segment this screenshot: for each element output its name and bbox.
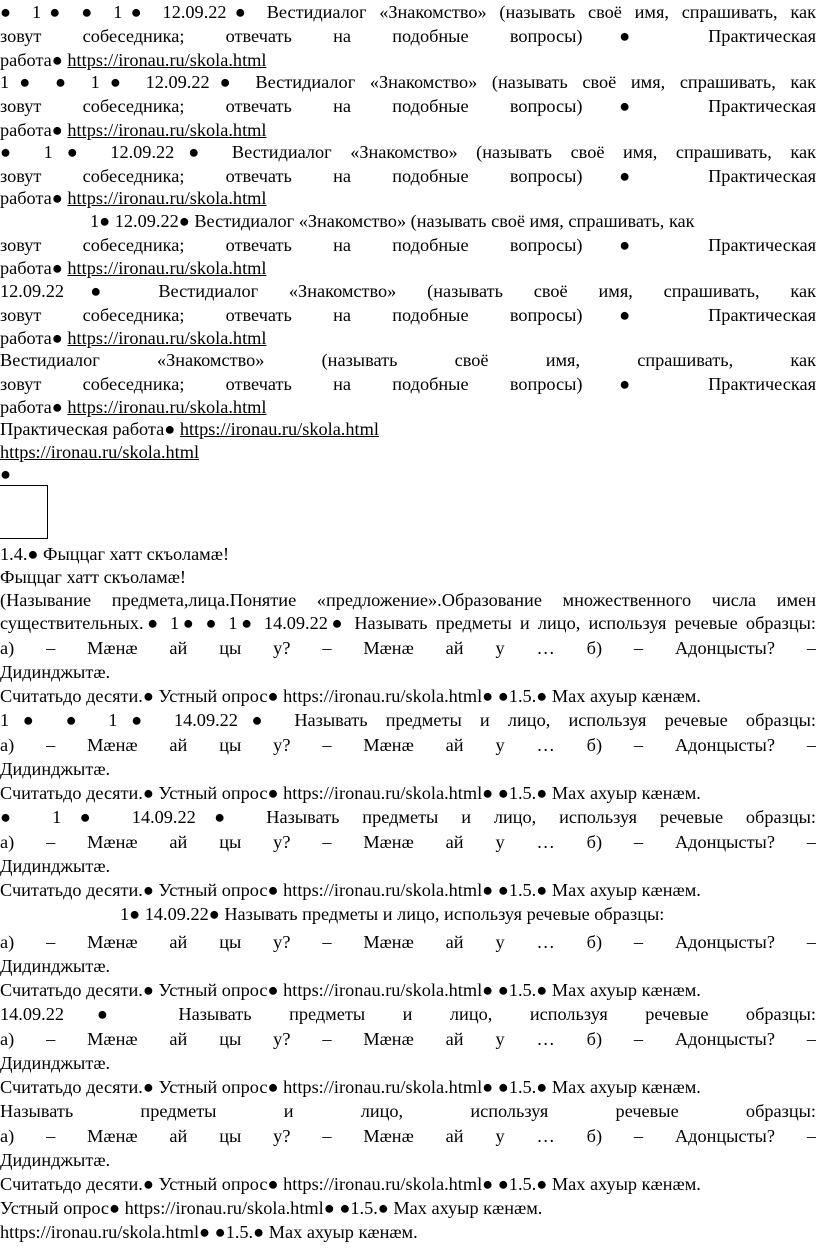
text-line: ● 1● 12.09.22● Вестидиалог «Знакомство» (называть своё имя, спрашивать, как (0, 142, 816, 162)
text-line: (Называние предмета,лица.Понятие «предложение».Образование множественного числа имен (0, 590, 816, 610)
text-line: зовут собеседника; отвечать на подобные вопросы)● Практическая (0, 26, 816, 46)
text-line: 1● 12.09.22● Вестидиалог «Знакомство» (называть своё имя, спрашивать, как (90, 211, 695, 231)
text-line: зовут собеседника; отвечать на подобные вопросы)● Практическая (0, 166, 816, 186)
text-line: а) – Мæнæ ай цы у? – Мæнæ ай у … б) – Адонцысты? – (0, 1126, 816, 1146)
lesson-heading: 1.4.● Фыццаг хатт скъоламæ! (0, 544, 230, 564)
text-span: Практическая работа● (0, 419, 180, 439)
text-line: а) – Мæнæ ай цы у? – Мæнæ ай у … б) – Адонцысты? – (0, 1029, 816, 1049)
text-line (0, 48, 266, 72)
text-line: 14.09.22● Называть предметы и лицо, используя речевые образцы: (0, 1004, 816, 1024)
text-line: зовут собеседника; отвечать на подобные вопросы)● Практическая (0, 305, 816, 325)
text-span: работа● (0, 50, 68, 70)
text-line: 1● 14.09.22● Называть предметы и лицо, используя речевые образцы: (120, 904, 665, 924)
text-span: работа● (0, 328, 68, 348)
text-line: ● 1● 14.09.22● Называть предметы и лицо, используя речевые образцы: (0, 807, 816, 827)
skola-link[interactable]: https://ironau.ru/skola.html (67, 328, 267, 348)
skola-link[interactable]: https://ironau.ru/skola.html (179, 419, 379, 439)
text-line: зовут собеседника; отвечать на подобные вопросы)● Практическая (0, 235, 816, 255)
text-line (0, 256, 266, 280)
text-line: Вестидиалог «Знакомство» (называть своё имя, спрашивать, как (0, 350, 816, 370)
text-line (0, 440, 199, 464)
text-line: существительных.● 1● ● 1● 14.09.22● Называть предметы и лицо, используя речевые образцы: (0, 613, 816, 633)
skola-link[interactable]: https://ironau.ru/skola.html (67, 120, 267, 140)
text-line: а) – Мæнæ ай цы у? – Мæнæ ай у … б) – Адонцысты? – (0, 735, 816, 755)
text-line: Дидинджытæ. (0, 759, 111, 779)
text-line: Называть предметы и лицо, используя речевые образцы: (0, 1101, 816, 1121)
bullet: ● (0, 464, 12, 484)
text-line: Дидинджытæ. (0, 1053, 111, 1073)
text-line (0, 326, 266, 350)
text-line (0, 186, 266, 210)
text-line (0, 395, 266, 419)
text-span: работа● (0, 120, 68, 140)
text-line: Дидинджытæ. (0, 956, 111, 976)
text-line: Дидинджытæ. (0, 662, 111, 682)
text-line: Считатьдо десяти.● Устный опрос● https://ironau.ru/skola.html● ●1.5.● Мах ахуыр кæнæм. (0, 783, 701, 803)
text-line: Считатьдо десяти.● Устный опрос● https://ironau.ru/skola.html● ●1.5.● Мах ахуыр кæнæм. (0, 880, 701, 900)
text-line: ● 1● ● 1● 12.09.22● Вестидиалог «Знакомство» (называть своё имя, спрашивать, как (0, 2, 816, 22)
text-line: зовут собеседника; отвечать на подобные вопросы)● Практическая (0, 374, 816, 394)
text-line: а) – Мæнæ ай цы у? – Мæнæ ай у … б) – Адонцысты? – (0, 638, 816, 658)
text-line: Считатьдо десяти.● Устный опрос● https://ironau.ru/skola.html● ●1.5.● Мах ахуыр кæнæм. (0, 1174, 701, 1194)
text-line (0, 118, 266, 142)
text-line (0, 417, 379, 441)
text-line: Считатьдо десяти.● Устный опрос● https://ironau.ru/skola.html● ●1.5.● Мах ахуыр кæнæм. (0, 1077, 701, 1097)
text-line: зовут собеседника; отвечать на подобные вопросы)● Практическая (0, 96, 816, 116)
lesson-title: Фыццаг хатт скъоламæ! (0, 567, 186, 587)
skola-link[interactable]: https://ironau.ru/skola.html (67, 188, 267, 208)
text-span: работа● (0, 188, 68, 208)
text-line: 1● ● 1● 14.09.22● Называть предметы и лицо, используя речевые образцы: (0, 710, 816, 730)
text-line: Считатьдо десяти.● Устный опрос● https://ironau.ru/skola.html● ●1.5.● Мах ахуыр кæнæм. (0, 686, 701, 706)
text-line: https://ironau.ru/skola.html● ●1.5.● Мах ахуыр кæнæм. (0, 1222, 418, 1242)
skola-link[interactable]: https://ironau.ru/skola.html (67, 397, 267, 417)
text-line: Считатьдо десяти.● Устный опрос● https://ironau.ru/skola.html● ●1.5.● Мах ахуыр кæнæм. (0, 980, 701, 1000)
text-line: 1● ● 1● 12.09.22● Вестидиалог «Знакомство» (называть своё имя, спрашивать, как (0, 72, 816, 92)
text-line: 12.09.22● Вестидиалог «Знакомство» (называть своё имя, спрашивать, как (0, 281, 816, 301)
skola-link[interactable]: https://ironau.ru/skola.html (67, 50, 267, 70)
text-line: а) – Мæнæ ай цы у? – Мæнæ ай у … б) – Адонцысты? – (0, 932, 816, 952)
text-span: работа● (0, 397, 68, 417)
text-line: Дидинджытæ. (0, 856, 111, 876)
text-line: Устный опрос● https://ironau.ru/skola.html● ●1.5.● Мах ахуыр кæнæм. (0, 1198, 543, 1218)
skola-link[interactable]: https://ironau.ru/skola.html (67, 258, 267, 278)
text-line: Дидинджытæ. (0, 1150, 111, 1170)
text-span: работа● (0, 258, 68, 278)
empty-box (0, 485, 48, 539)
skola-link[interactable]: https://ironau.ru/skola.html (0, 442, 200, 462)
text-line: а) – Мæнæ ай цы у? – Мæнæ ай у … б) – Адонцысты? – (0, 832, 816, 852)
